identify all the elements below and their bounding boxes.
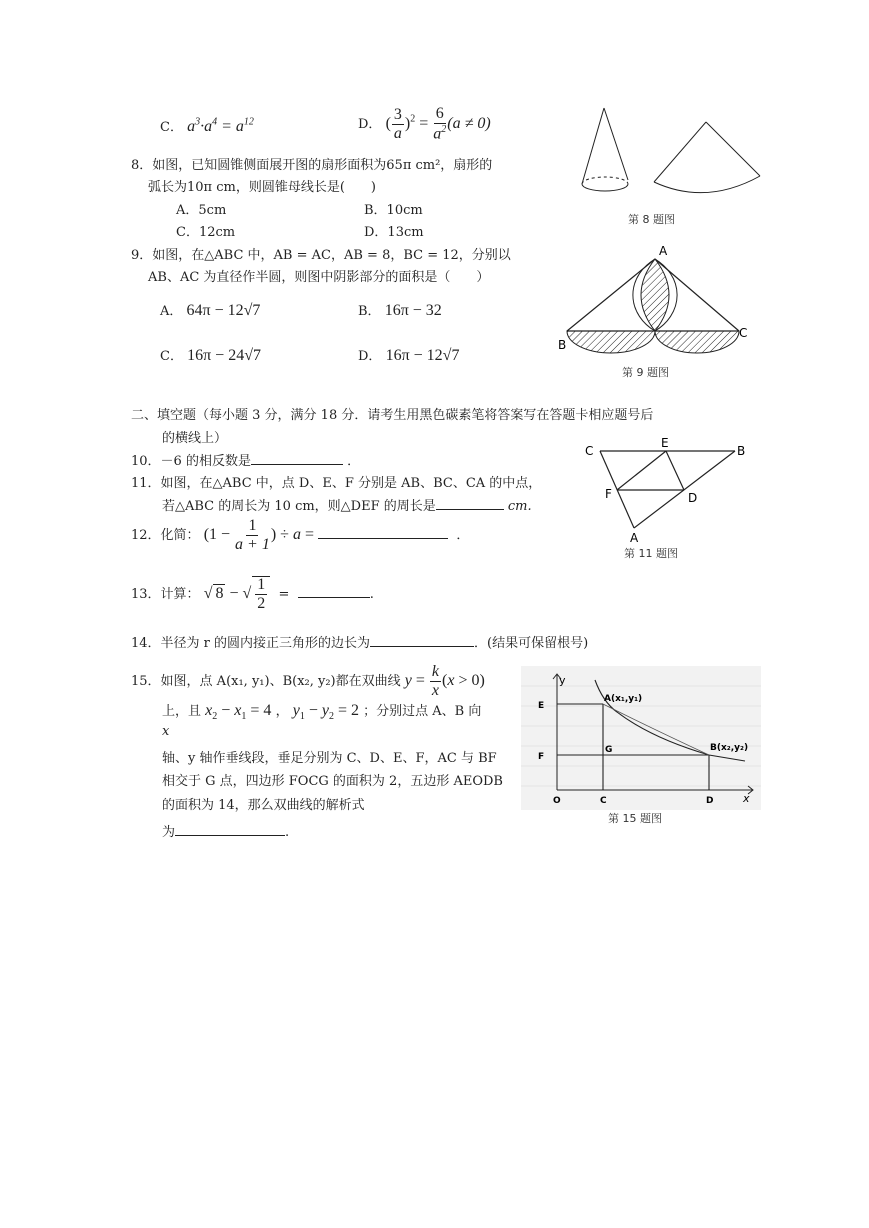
q12-answer-blank[interactable]: [318, 524, 448, 539]
q15-line7: [162, 821, 289, 840]
q15-line2c: ；分别过点 A、B 向: [363, 704, 482, 719]
q13-expression: √ 8 − √ $\frac{1}{2}$: [204, 585, 271, 602]
q12-label: 12．化简：: [131, 528, 200, 544]
q8-line2: 弧长为10π cm，则圆锥母线长是( ): [148, 180, 376, 195]
label-g: G: [605, 745, 613, 755]
q9-line1: 9．如图，在△ABC 中，AB = AC，AB = 8，BC = 12，分别以: [131, 248, 511, 263]
shaded-semicircle-bottom-right: [655, 331, 739, 353]
section-2-title: 二、填空题（每小题 3 分，满分 18 分．请考生用黑色碳素笔将答案写在答题卡相应题号后: [131, 408, 654, 423]
q10-end: ．: [347, 454, 361, 469]
label-c: C: [600, 796, 607, 806]
q8-option-a: A．5cm: [176, 203, 227, 218]
label-c: C: [585, 444, 594, 458]
q15-line6: 的面积为 14，那么双曲线的解析式: [162, 798, 365, 813]
q15-condition-y: $y_1 - y_2 = 2$: [292, 702, 360, 723]
figure-8: [570, 100, 770, 210]
figure-15-caption: 第 15 题图: [608, 812, 662, 825]
q9-option-b: [358, 300, 442, 320]
option-math: 16π − 24√7: [187, 347, 261, 364]
q13-equals: =: [278, 587, 290, 603]
q14-answer-blank[interactable]: [370, 632, 474, 647]
label-x: x: [743, 792, 750, 805]
sector-shape: [654, 122, 760, 193]
label-f: F: [538, 752, 545, 762]
label-e: E: [661, 438, 669, 450]
q15-condition-x: $x_2 - x_1 = 4$: [205, 702, 272, 723]
q7-option-c-math: $a^3\cdot a^4 = a^{12}$: [187, 116, 254, 135]
q14-note: ．(结果可保留根号): [474, 636, 589, 651]
label-y: y: [559, 674, 566, 687]
figure-15: [521, 666, 761, 810]
q15-answer-blank[interactable]: [175, 821, 285, 836]
q15-line1-text: 15．如图，点 A(x₁, y₁)、B(x₂, y₂)都在双曲线: [131, 674, 401, 690]
label-d: D: [706, 796, 714, 806]
q11-answer-blank[interactable]: [436, 495, 504, 510]
label-d: D: [688, 491, 698, 505]
q15-line3: x: [162, 724, 170, 739]
label-o: O: [553, 796, 561, 806]
figure-11: [580, 438, 760, 544]
q15-line1: [131, 664, 485, 699]
q14-text: 14．半径为 r 的圆内接正三角形的边长为: [131, 636, 371, 651]
q7-option-d-math: ( $\frac{3}{a}$ )$^2$ = $\frac{6}{a^2}$ (a ≠ 0): [385, 105, 491, 143]
triangle-figure: [600, 451, 735, 528]
q15-line2: [162, 700, 481, 722]
q10-text: 10．－6 的相反数是: [131, 454, 251, 469]
label-b: B: [737, 444, 746, 458]
option-label: B．: [358, 304, 381, 319]
cone-shape: [582, 108, 628, 191]
option-math: 16π − 32: [384, 302, 442, 319]
q13: [131, 576, 374, 612]
q11-line2-text: 若△ABC 的周长为 10 cm，则△DEF 的周长是: [162, 499, 436, 514]
section-2-title-cont: 的横线上）: [162, 431, 228, 446]
figure-11-caption: 第 11 题图: [624, 547, 678, 560]
label-f: F: [605, 487, 612, 501]
option-math: 64π − 12√7: [186, 302, 261, 319]
q15-end: .: [285, 825, 290, 840]
figure-9-caption: 第 9 题图: [622, 366, 669, 379]
q7-option-c: [160, 116, 254, 136]
label-a: A(x₁,y₁): [604, 694, 643, 704]
label-b: B: [558, 338, 567, 352]
q10-answer-blank[interactable]: [251, 450, 343, 465]
figure-9: [555, 245, 755, 365]
shaded-lens: [641, 259, 669, 331]
option-label: A．: [160, 304, 183, 319]
label-a: A: [659, 245, 668, 258]
label-c: C: [739, 326, 748, 340]
q10: [131, 450, 360, 469]
option-label: D．: [358, 116, 382, 132]
q9-option-d: [358, 345, 459, 365]
q15-hyperbola-equation: y = $\frac{k}{x}$ (x > 0): [404, 663, 485, 699]
figure-8-caption: 第 8 题图: [628, 213, 675, 226]
q12-expression: (1 − $\frac{1}{a + 1}$ ) ÷ a =: [203, 517, 314, 553]
q8-option-c: C．12cm: [176, 225, 236, 240]
q9-option-c: [160, 345, 261, 365]
q13-end: .: [369, 587, 374, 603]
q8-line1: 8．如图，已知圆锥侧面展开图的扇形面积为65π cm²，扇形的: [131, 158, 493, 173]
label-b: B(x₂,y₂): [710, 743, 749, 753]
q9-line2: AB、AC 为直径作半圆，则图中阴影部分的面积是（ ）: [148, 270, 490, 285]
q7-option-d: [358, 106, 491, 142]
q12-end: ．: [456, 528, 470, 544]
option-label: C．: [160, 349, 183, 364]
q15-line2b: ，: [275, 704, 289, 719]
q7-condition: (a ≠ 0): [447, 114, 491, 132]
q8-option-b: B．10cm: [364, 203, 423, 218]
label-e: E: [538, 701, 545, 711]
q15-line7-text: 为: [162, 825, 176, 840]
q15-line5: 相交于 G 点，四边形 FOCG 的面积为 2，五边形 AEODB: [162, 774, 503, 789]
shaded-semicircle-bottom-left: [567, 331, 655, 353]
q11-unit: cm.: [507, 499, 532, 514]
q13-label: 13．计算：: [131, 587, 200, 603]
option-math: 16π − 12√7: [385, 347, 460, 364]
q14: [131, 632, 588, 651]
q8-option-d: D．13cm: [364, 225, 424, 240]
option-label: C．: [160, 120, 183, 135]
q11-line2: [162, 495, 532, 514]
label-a: A: [630, 531, 639, 544]
q11-line1: 11．如图，在△ABC 中，点 D、E、F 分别是 AB、BC、CA 的中点，: [131, 476, 542, 491]
q12: [131, 518, 469, 553]
q13-answer-blank[interactable]: [298, 583, 370, 598]
q15-line2a: 上，且: [162, 704, 202, 719]
q9-option-a: [160, 300, 260, 320]
q15-line4: 轴、y 轴作垂线段，垂足分别为 C、D、E、F，AC 与 BF: [162, 751, 497, 766]
option-label: D．: [358, 349, 382, 364]
